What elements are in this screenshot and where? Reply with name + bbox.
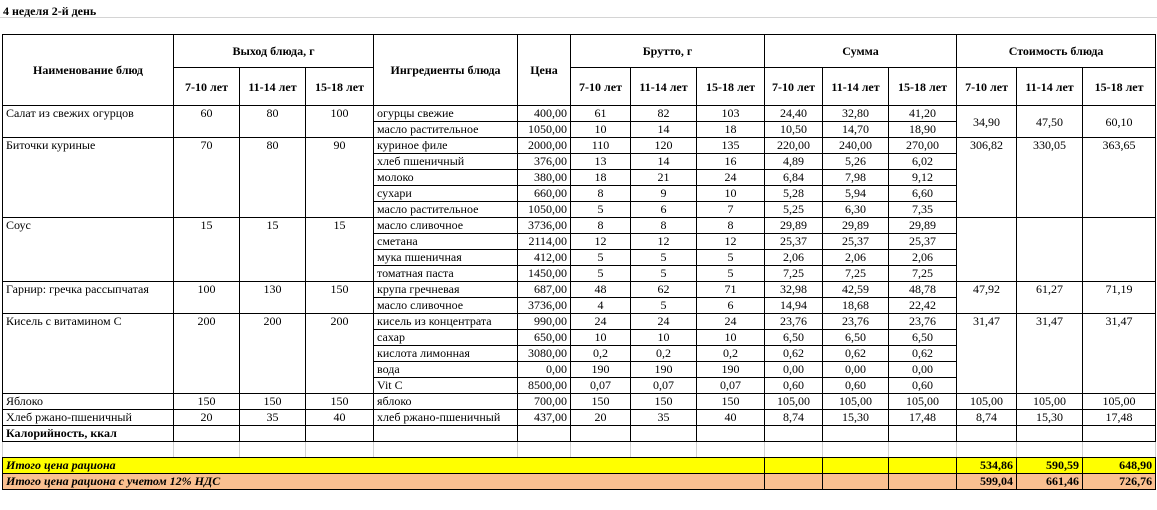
dish-cost-age1: 34,90	[957, 106, 1017, 138]
ingredient-price: 437,00	[518, 410, 571, 426]
total-row-value-age3: 648,90	[1083, 458, 1156, 474]
ingredient-gross-age1: 13	[571, 154, 631, 170]
ingredient-gross-age3: 150	[697, 394, 765, 410]
ingredient-name: яблоко	[374, 394, 518, 410]
ingredient-sum-age3: 7,25	[889, 266, 957, 282]
ingredient-price: 400,00	[518, 106, 571, 122]
dish-cost-age3: 17,48	[1083, 410, 1156, 426]
ingredient-gross-age1: 0,2	[571, 346, 631, 362]
ingredient-sum-age2: 0,62	[823, 346, 889, 362]
spacer-cell	[631, 442, 697, 458]
ingredient-sum-age2: 15,30	[823, 410, 889, 426]
ingredient-gross-age1: 18	[571, 170, 631, 186]
ingredient-sum-age1: 0,60	[765, 378, 823, 394]
ingredient-gross-age1: 12	[571, 234, 631, 250]
ingredient-sum-age2: 42,59	[823, 282, 889, 298]
spacer-cell	[174, 442, 240, 458]
ingredient-gross-age2: 62	[631, 282, 697, 298]
total-vat-row	[3, 474, 1156, 490]
total-row-value-age2: 590,59	[1017, 458, 1083, 474]
menu-cost-table	[2, 34, 1156, 490]
ingredient-gross-age2: 12	[631, 234, 697, 250]
ingredient-sum-age2: 23,76	[823, 314, 889, 330]
table-row	[3, 106, 1156, 122]
ingredient-gross-age1: 10	[571, 330, 631, 346]
ingredient-gross-age3: 7	[697, 202, 765, 218]
table-body	[3, 35, 1156, 490]
ingredient-price: 3736,00	[518, 218, 571, 234]
ingredient-sum-age1: 23,76	[765, 314, 823, 330]
ingredient-gross-age3: 24	[697, 314, 765, 330]
ingredient-sum-age3: 0,60	[889, 378, 957, 394]
dish-cost-age2: 61,27	[1017, 282, 1083, 314]
header-cost-age2: 11-14 лет	[1017, 68, 1083, 106]
ingredient-price: 2000,00	[518, 138, 571, 154]
dish-yield-age1: 100	[174, 282, 240, 314]
ingredient-sum-age3: 18,90	[889, 122, 957, 138]
calories-cell	[957, 426, 1017, 442]
calories-cell	[306, 426, 374, 442]
calories-cell	[240, 426, 306, 442]
total-vat-row-empty	[765, 474, 823, 490]
header-name: Наименование блюд	[3, 35, 174, 106]
ingredient-sum-age1: 4,89	[765, 154, 823, 170]
ingredient-gross-age3: 0,07	[697, 378, 765, 394]
dish-yield-age2: 150	[240, 394, 306, 410]
ingredient-gross-age2: 9	[631, 186, 697, 202]
ingredient-name: сметана	[374, 234, 518, 250]
total-vat-row-value-age2: 661,46	[1017, 474, 1083, 490]
total-vat-row-label: Итого цена рациона с учетом 12% НДС	[3, 474, 765, 490]
ingredient-sum-age3: 9,12	[889, 170, 957, 186]
dish-yield-age2: 35	[240, 410, 306, 426]
ingredient-sum-age1: 2,06	[765, 250, 823, 266]
ingredient-name: хлеб пшеничный	[374, 154, 518, 170]
dish-cost-age3: 31,47	[1083, 314, 1156, 394]
ingredient-gross-age1: 8	[571, 218, 631, 234]
calories-cell	[1083, 426, 1156, 442]
ingredient-name: хлеб ржано-пшеничный	[374, 410, 518, 426]
header-price: Цена	[518, 35, 571, 106]
dish-yield-age1: 20	[174, 410, 240, 426]
total-vat-row-value-age1: 599,04	[957, 474, 1017, 490]
dish-cost-age3: 60,10	[1083, 106, 1156, 138]
spacer-cell	[697, 442, 765, 458]
ingredient-sum-age3: 6,02	[889, 154, 957, 170]
header-sum: Сумма	[765, 35, 957, 68]
calories-cell	[823, 426, 889, 442]
ingredient-sum-age2: 14,70	[823, 122, 889, 138]
dish-yield-age1: 150	[174, 394, 240, 410]
ingredient-sum-age3: 0,62	[889, 346, 957, 362]
dish-cost-age2	[1017, 218, 1083, 282]
ingredient-gross-age2: 190	[631, 362, 697, 378]
ingredient-name: Vit C	[374, 378, 518, 394]
dish-name: Соус	[3, 218, 174, 282]
ingredient-price: 1450,00	[518, 266, 571, 282]
ingredient-name: кисель из концентрата	[374, 314, 518, 330]
ingredient-sum-age1: 14,94	[765, 298, 823, 314]
total-row-label: Итого цена рациона	[3, 458, 765, 474]
sheet-gridlines	[0, 0, 1157, 34]
ingredient-sum-age2: 7,25	[823, 266, 889, 282]
ingredient-gross-age1: 24	[571, 314, 631, 330]
ingredient-gross-age3: 5	[697, 266, 765, 282]
calories-cell	[631, 426, 697, 442]
ingredient-gross-age1: 61	[571, 106, 631, 122]
ingredient-sum-age3: 270,00	[889, 138, 957, 154]
ingredient-gross-age2: 10	[631, 330, 697, 346]
dish-cost-age1: 47,92	[957, 282, 1017, 314]
calories-cell	[174, 426, 240, 442]
ingredient-sum-age3: 7,35	[889, 202, 957, 218]
dish-yield-age1: 60	[174, 106, 240, 138]
ingredient-gross-age1: 4	[571, 298, 631, 314]
header-cost-age3: 15-18 лет	[1083, 68, 1156, 106]
dish-yield-age3: 150	[306, 394, 374, 410]
ingredient-sum-age1: 32,98	[765, 282, 823, 298]
ingredient-gross-age3: 103	[697, 106, 765, 122]
ingredient-sum-age2: 5,26	[823, 154, 889, 170]
dish-cost-age2: 15,30	[1017, 410, 1083, 426]
ingredient-price: 0,00	[518, 362, 571, 378]
dish-name: Кисель с витамином С	[3, 314, 174, 394]
ingredient-sum-age3: 6,60	[889, 186, 957, 202]
ingredient-name: вода	[374, 362, 518, 378]
ingredient-gross-age2: 24	[631, 314, 697, 330]
ingredient-gross-age1: 10	[571, 122, 631, 138]
ingredient-price: 650,00	[518, 330, 571, 346]
calories-label: Калорийность, ккал	[3, 426, 174, 442]
table-row	[3, 314, 1156, 330]
ingredient-price: 8500,00	[518, 378, 571, 394]
ingredient-sum-age2: 2,06	[823, 250, 889, 266]
dish-yield-age3: 200	[306, 314, 374, 394]
ingredient-gross-age2: 5	[631, 250, 697, 266]
ingredient-sum-age3: 17,48	[889, 410, 957, 426]
dish-cost-age3: 71,19	[1083, 282, 1156, 314]
dish-cost-age3	[1083, 218, 1156, 282]
header-gross-age1: 7-10 лет	[571, 68, 631, 106]
dish-cost-age1: 105,00	[957, 394, 1017, 410]
ingredient-gross-age2: 14	[631, 154, 697, 170]
ingredient-gross-age2: 8	[631, 218, 697, 234]
dish-yield-age3: 150	[306, 282, 374, 314]
ingredient-sum-age1: 0,62	[765, 346, 823, 362]
total-row-empty	[823, 458, 889, 474]
ingredient-gross-age1: 150	[571, 394, 631, 410]
ingredient-sum-age2: 105,00	[823, 394, 889, 410]
ingredient-gross-age3: 6	[697, 298, 765, 314]
ingredient-name: огурцы свежие	[374, 106, 518, 122]
ingredient-name: сухари	[374, 186, 518, 202]
calories-cell	[697, 426, 765, 442]
ingredient-gross-age1: 110	[571, 138, 631, 154]
ingredient-gross-age1: 8	[571, 186, 631, 202]
dish-cost-age2: 330,05	[1017, 138, 1083, 218]
dish-yield-age3: 100	[306, 106, 374, 138]
dish-yield-age3: 40	[306, 410, 374, 426]
ingredient-gross-age1: 5	[571, 250, 631, 266]
ingredient-name: куриное филе	[374, 138, 518, 154]
dish-yield-age1: 15	[174, 218, 240, 282]
dish-name: Хлеб ржано-пшеничный	[3, 410, 174, 426]
dish-cost-age2: 47,50	[1017, 106, 1083, 138]
ingredient-price: 660,00	[518, 186, 571, 202]
ingredient-price: 412,00	[518, 250, 571, 266]
ingredient-gross-age3: 16	[697, 154, 765, 170]
dish-cost-age1: 306,82	[957, 138, 1017, 218]
ingredient-sum-age1: 10,50	[765, 122, 823, 138]
ingredient-gross-age3: 10	[697, 330, 765, 346]
ingredient-price: 1050,00	[518, 202, 571, 218]
ingredient-sum-age1: 220,00	[765, 138, 823, 154]
spacer-cell	[889, 442, 957, 458]
ingredient-sum-age1: 8,74	[765, 410, 823, 426]
total-vat-row-empty	[823, 474, 889, 490]
ingredient-gross-age1: 190	[571, 362, 631, 378]
ingredient-gross-age2: 5	[631, 298, 697, 314]
ingredient-gross-age3: 18	[697, 122, 765, 138]
header-gross-age3: 15-18 лет	[697, 68, 765, 106]
ingredient-sum-age1: 29,89	[765, 218, 823, 234]
ingredient-name: кислота лимонная	[374, 346, 518, 362]
total-vat-row-empty	[889, 474, 957, 490]
ingredient-gross-age3: 40	[697, 410, 765, 426]
dish-cost-age1: 31,47	[957, 314, 1017, 394]
ingredient-name: крупа гречневая	[374, 282, 518, 298]
ingredient-sum-age3: 22,42	[889, 298, 957, 314]
ingredient-gross-age3: 10	[697, 186, 765, 202]
header-yield: Выход блюда, г	[174, 35, 374, 68]
ingredient-name: молоко	[374, 170, 518, 186]
header-row-2	[3, 68, 1156, 106]
dish-cost-age2: 105,00	[1017, 394, 1083, 410]
calories-cell	[571, 426, 631, 442]
ingredient-sum-age2: 6,30	[823, 202, 889, 218]
ingredient-price: 376,00	[518, 154, 571, 170]
sheet-title: 4 неделя 2-й день	[3, 4, 97, 18]
ingredient-gross-age3: 0,2	[697, 346, 765, 362]
ingredient-gross-age2: 0,07	[631, 378, 697, 394]
ingredient-sum-age3: 25,37	[889, 234, 957, 250]
ingredient-name: масло растительное	[374, 122, 518, 138]
dish-yield-age1: 200	[174, 314, 240, 394]
calories-row	[3, 426, 1156, 442]
dish-yield-age1: 70	[174, 138, 240, 218]
ingredient-sum-age1: 7,25	[765, 266, 823, 282]
ingredient-gross-age3: 12	[697, 234, 765, 250]
dish-name: Салат из свежих огурцов	[3, 106, 174, 138]
ingredient-sum-age2: 0,60	[823, 378, 889, 394]
spacer-cell	[823, 442, 889, 458]
spacer-cell	[1083, 442, 1156, 458]
ingredient-sum-age1: 6,84	[765, 170, 823, 186]
ingredient-sum-age2: 18,68	[823, 298, 889, 314]
ingredient-gross-age2: 5	[631, 266, 697, 282]
table-row	[3, 138, 1156, 154]
spacer-cell	[306, 442, 374, 458]
table-row	[3, 394, 1156, 410]
ingredient-price: 3080,00	[518, 346, 571, 362]
ingredient-sum-age1: 24,40	[765, 106, 823, 122]
total-vat-row-value-age3: 726,76	[1083, 474, 1156, 490]
ingredient-gross-age3: 24	[697, 170, 765, 186]
ingredient-gross-age2: 14	[631, 122, 697, 138]
table-row	[3, 218, 1156, 234]
ingredient-name: мука пшеничная	[374, 250, 518, 266]
ingredient-price: 380,00	[518, 170, 571, 186]
total-row-value-age1: 534,86	[957, 458, 1017, 474]
spacer-cell	[518, 442, 571, 458]
dish-yield-age2: 80	[240, 106, 306, 138]
header-ingredients: Ингредиенты блюда	[374, 35, 518, 106]
dish-cost-age3: 105,00	[1083, 394, 1156, 410]
dish-cost-age3: 363,65	[1083, 138, 1156, 218]
header-yield-age3: 15-18 лет	[306, 68, 374, 106]
ingredient-name: томатная паста	[374, 266, 518, 282]
spacer-row	[3, 442, 1156, 458]
ingredient-name: масло растительное	[374, 202, 518, 218]
dish-yield-age3: 90	[306, 138, 374, 218]
calories-cell	[518, 426, 571, 442]
ingredient-sum-age2: 7,98	[823, 170, 889, 186]
ingredient-gross-age3: 8	[697, 218, 765, 234]
dish-yield-age3: 15	[306, 218, 374, 282]
ingredient-name: масло сливочное	[374, 218, 518, 234]
spacer-cell	[240, 442, 306, 458]
ingredient-price: 700,00	[518, 394, 571, 410]
ingredient-sum-age1: 5,25	[765, 202, 823, 218]
ingredient-gross-age2: 0,2	[631, 346, 697, 362]
ingredient-gross-age1: 20	[571, 410, 631, 426]
ingredient-gross-age1: 48	[571, 282, 631, 298]
header-sum-age2: 11-14 лет	[823, 68, 889, 106]
dish-cost-age2: 31,47	[1017, 314, 1083, 394]
total-row-empty	[765, 458, 823, 474]
dish-name: Гарнир: гречка рассыпчатая	[3, 282, 174, 314]
ingredient-sum-age1: 105,00	[765, 394, 823, 410]
header-gross-age2: 11-14 лет	[631, 68, 697, 106]
ingredient-gross-age2: 120	[631, 138, 697, 154]
ingredient-sum-age2: 6,50	[823, 330, 889, 346]
header-gross: Брутто, г	[571, 35, 765, 68]
ingredient-sum-age2: 0,00	[823, 362, 889, 378]
calories-cell	[765, 426, 823, 442]
dish-cost-age1: 8,74	[957, 410, 1017, 426]
spacer-cell	[571, 442, 631, 458]
ingredient-gross-age2: 150	[631, 394, 697, 410]
ingredient-gross-age3: 71	[697, 282, 765, 298]
ingredient-gross-age3: 190	[697, 362, 765, 378]
ingredient-sum-age1: 5,28	[765, 186, 823, 202]
header-sum-age3: 15-18 лет	[889, 68, 957, 106]
ingredient-gross-age2: 21	[631, 170, 697, 186]
ingredient-sum-age3: 41,20	[889, 106, 957, 122]
ingredient-sum-age3: 2,06	[889, 250, 957, 266]
header-cost: Стоимость блюда	[957, 35, 1156, 68]
ingredient-gross-age1: 5	[571, 202, 631, 218]
ingredient-sum-age2: 240,00	[823, 138, 889, 154]
spacer-cell	[1017, 442, 1083, 458]
ingredient-gross-age2: 82	[631, 106, 697, 122]
ingredient-sum-age1: 25,37	[765, 234, 823, 250]
calories-cell	[889, 426, 957, 442]
dish-yield-age2: 80	[240, 138, 306, 218]
dish-yield-age2: 130	[240, 282, 306, 314]
header-yield-age1: 7-10 лет	[174, 68, 240, 106]
ingredient-name: масло сливочное	[374, 298, 518, 314]
ingredient-sum-age1: 0,00	[765, 362, 823, 378]
ingredient-gross-age2: 35	[631, 410, 697, 426]
spacer-cell	[374, 442, 518, 458]
ingredient-price: 1050,00	[518, 122, 571, 138]
total-row-empty	[889, 458, 957, 474]
dish-cost-age1	[957, 218, 1017, 282]
spacer-cell	[3, 442, 174, 458]
ingredient-sum-age3: 48,78	[889, 282, 957, 298]
dish-yield-age2: 200	[240, 314, 306, 394]
ingredient-price: 2114,00	[518, 234, 571, 250]
ingredient-sum-age3: 0,00	[889, 362, 957, 378]
header-sum-age1: 7-10 лет	[765, 68, 823, 106]
header-row-1	[3, 35, 1156, 68]
table-row	[3, 410, 1156, 426]
ingredient-gross-age3: 5	[697, 250, 765, 266]
dish-yield-age2: 15	[240, 218, 306, 282]
header-yield-age2: 11-14 лет	[240, 68, 306, 106]
ingredient-sum-age3: 105,00	[889, 394, 957, 410]
dish-name: Яблоко	[3, 394, 174, 410]
calories-cell	[374, 426, 518, 442]
ingredient-sum-age3: 29,89	[889, 218, 957, 234]
header-cost-age1: 7-10 лет	[957, 68, 1017, 106]
ingredient-sum-age3: 23,76	[889, 314, 957, 330]
ingredient-gross-age1: 5	[571, 266, 631, 282]
ingredient-gross-age1: 0,07	[571, 378, 631, 394]
total-row	[3, 458, 1156, 474]
dish-name: Биточки куриные	[3, 138, 174, 218]
ingredient-sum-age2: 25,37	[823, 234, 889, 250]
table-row	[3, 282, 1156, 298]
ingredient-price: 990,00	[518, 314, 571, 330]
calories-cell	[1017, 426, 1083, 442]
ingredient-sum-age2: 29,89	[823, 218, 889, 234]
ingredient-sum-age1: 6,50	[765, 330, 823, 346]
ingredient-gross-age3: 135	[697, 138, 765, 154]
spacer-cell	[957, 442, 1017, 458]
ingredient-name: сахар	[374, 330, 518, 346]
ingredient-price: 3736,00	[518, 298, 571, 314]
ingredient-price: 687,00	[518, 282, 571, 298]
ingredient-sum-age3: 6,50	[889, 330, 957, 346]
spacer-cell	[765, 442, 823, 458]
ingredient-sum-age2: 5,94	[823, 186, 889, 202]
ingredient-gross-age2: 6	[631, 202, 697, 218]
ingredient-sum-age2: 32,80	[823, 106, 889, 122]
